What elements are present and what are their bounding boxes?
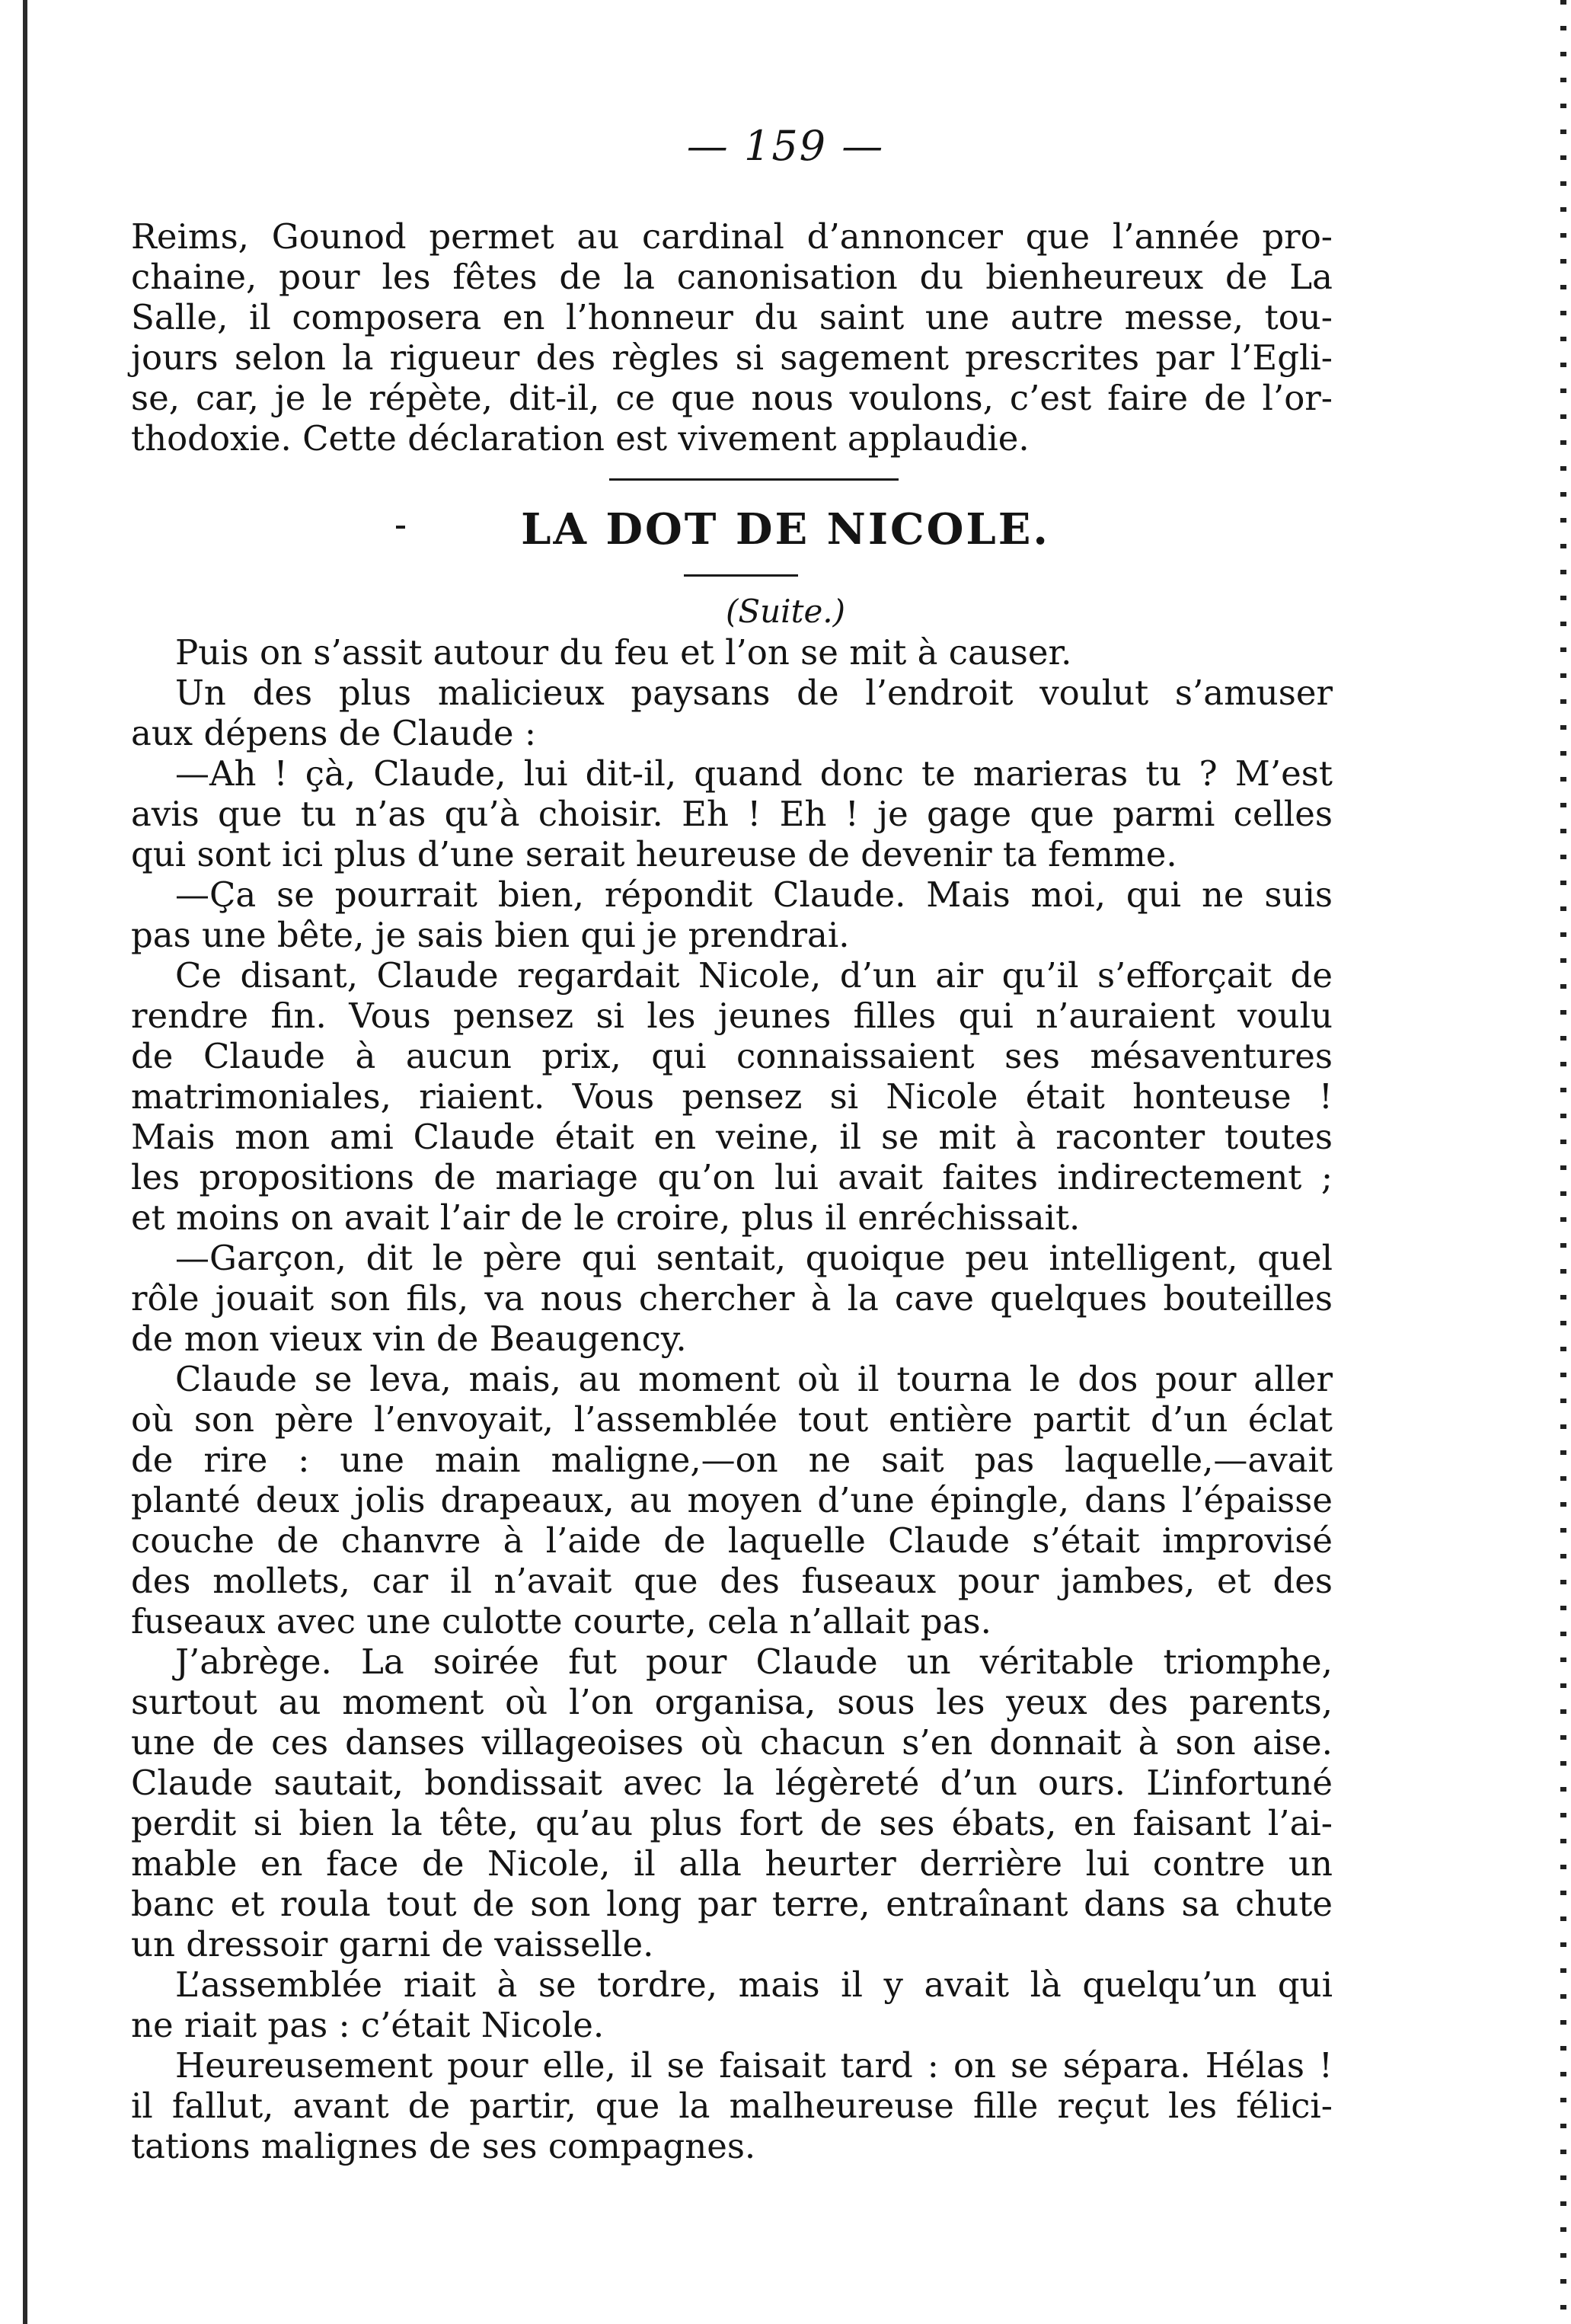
text-line: fuseaux avec une culotte courte, cela n’allait pas. <box>131 1601 991 1642</box>
text-line: J’abrège. La soirée fut pour Claude un véritable triomphe, <box>175 1642 1333 1682</box>
section-divider-bottom <box>684 574 798 577</box>
chapter-title: LA DOT DE NICOLE. <box>521 504 1050 555</box>
text-line: L’assemblée riait à se tordre, mais il y avait là quelqu’un qui <box>175 1964 1333 2005</box>
text-line: où son père l’envoyait, l’assemblée tout entière partit d’un éclat <box>131 1399 1333 1440</box>
page-left-border <box>23 0 27 2324</box>
story-body <box>131 632 1333 2166</box>
text-line: de mon vieux vin de Beaugency. <box>131 1319 687 1359</box>
text-line: tations malignes de ses compagnes. <box>131 2126 756 2166</box>
text-line: Salle, il composera en l’honneur du saint une autre messe, tou- <box>131 297 1333 337</box>
chapter-subtitle: (Suite.) <box>725 593 846 630</box>
text-line: Reims, Gounod permet au cardinal d’annoncer que l’année pro- <box>131 216 1333 257</box>
text-line: aux dépens de Claude : <box>131 713 537 753</box>
text-line: thodoxie. Cette déclaration est vivement applaudie. <box>131 418 1030 459</box>
text-line: pas une bête, je sais bien qui je prendrai. <box>131 915 850 955</box>
text-line: les propositions de mariage qu’on lui avait faites indirectement ; <box>131 1157 1333 1197</box>
text-line: Mais mon ami Claude était en veine, il se mit à raconter toutes <box>131 1117 1333 1157</box>
text-line: Ce disant, Claude regardait Nicole, d’un air qu’il s’efforçait de <box>175 955 1333 996</box>
text-line: planté deux jolis drapeaux, au moyen d’une épingle, dans l’épaisse <box>131 1480 1333 1520</box>
text-line: et moins on avait l’air de le croire, plus il enréchissait. <box>131 1197 1081 1238</box>
intro-paragraph <box>131 216 1333 459</box>
text-line: ne riait pas : c’était Nicole. <box>131 2005 605 2045</box>
text-line: —Ça se pourrait bien, répondit Claude. Mais moi, qui ne suis <box>175 874 1333 915</box>
text-line: rendre fin. Vous pensez si les jeunes filles qui n’auraient voulu <box>131 996 1333 1036</box>
text-line: de rire : une main maligne,—on ne sait pas laquelle,—avait <box>131 1440 1333 1480</box>
text-line: perdit si bien la tête, qu’au plus fort de ses ébats, en faisant l’ai- <box>131 1803 1333 1843</box>
text-line: Claude se leva, mais, au moment où il tourna le dos pour aller <box>175 1359 1333 1399</box>
text-line: surtout au moment où l’on organisa, sous les yeux des parents, <box>131 1682 1333 1722</box>
text-line: se, car, je le répète, dit-il, ce que nous voulons, c’est faire de l’or- <box>131 378 1333 418</box>
text-line: —Garçon, dit le père qui sentait, quoique peu intelligent, quel <box>175 1238 1333 1278</box>
text-line: Claude sautait, bondissait avec la légèreté d’un ours. L’infortuné <box>131 1763 1333 1803</box>
text-line: il fallut, avant de partir, que la malheureuse fille reçut les félici- <box>131 2086 1333 2126</box>
text-line: avis que tu n’as qu’à choisir. Eh ! Eh ! je gage que parmi celles <box>131 794 1333 834</box>
text-line: matrimoniales, riaient. Vous pensez si Nicole était honteuse ! <box>131 1076 1333 1117</box>
text-line: des mollets, car il n’avait que des fuseaux pour jambes, et des <box>131 1561 1333 1601</box>
text-line: jours selon la rigueur des règles si sagement prescrites par l’Egli- <box>131 337 1333 378</box>
text-line: rôle jouait son fils, va nous chercher à la cave quelques bouteilles <box>131 1278 1333 1319</box>
text-line: —Ah ! çà, Claude, lui dit-il, quand donc te marieras tu ? M’est <box>175 753 1333 794</box>
section-divider-top <box>609 478 899 481</box>
text-line: chaine, pour les fêtes de la canonisation du bienheureux de La <box>131 257 1333 297</box>
text-line: banc et roula tout de son long par terre, entraînant dans sa chute <box>131 1884 1333 1924</box>
page-number: — 159 — <box>686 122 885 170</box>
text-line: qui sont ici plus d’une serait heureuse de devenir ta femme. <box>131 834 1177 874</box>
page-right-edge-marks <box>1560 0 1566 2324</box>
text-line: Puis on s’assit autour du feu et l’on se mit à causer. <box>175 632 1072 673</box>
text-line: un dressoir garni de vaisselle. <box>131 1924 654 1964</box>
text-line: Un des plus malicieux paysans de l’endroit voulut s’amuser <box>175 673 1333 713</box>
text-line: couche de chanvre à l’aide de laquelle Claude s’était improvisé <box>131 1520 1333 1561</box>
text-line: une de ces danses villageoises où chacun s’en donnait à son aise. <box>131 1722 1333 1763</box>
text-line: de Claude à aucun prix, qui connaissaient ses mésaventures <box>131 1036 1333 1076</box>
text-line: mable en face de Nicole, il alla heurter derrière lui contre un <box>131 1843 1333 1884</box>
text-line: Heureusement pour elle, il se faisait tard : on se sépara. Hélas ! <box>175 2045 1333 2086</box>
